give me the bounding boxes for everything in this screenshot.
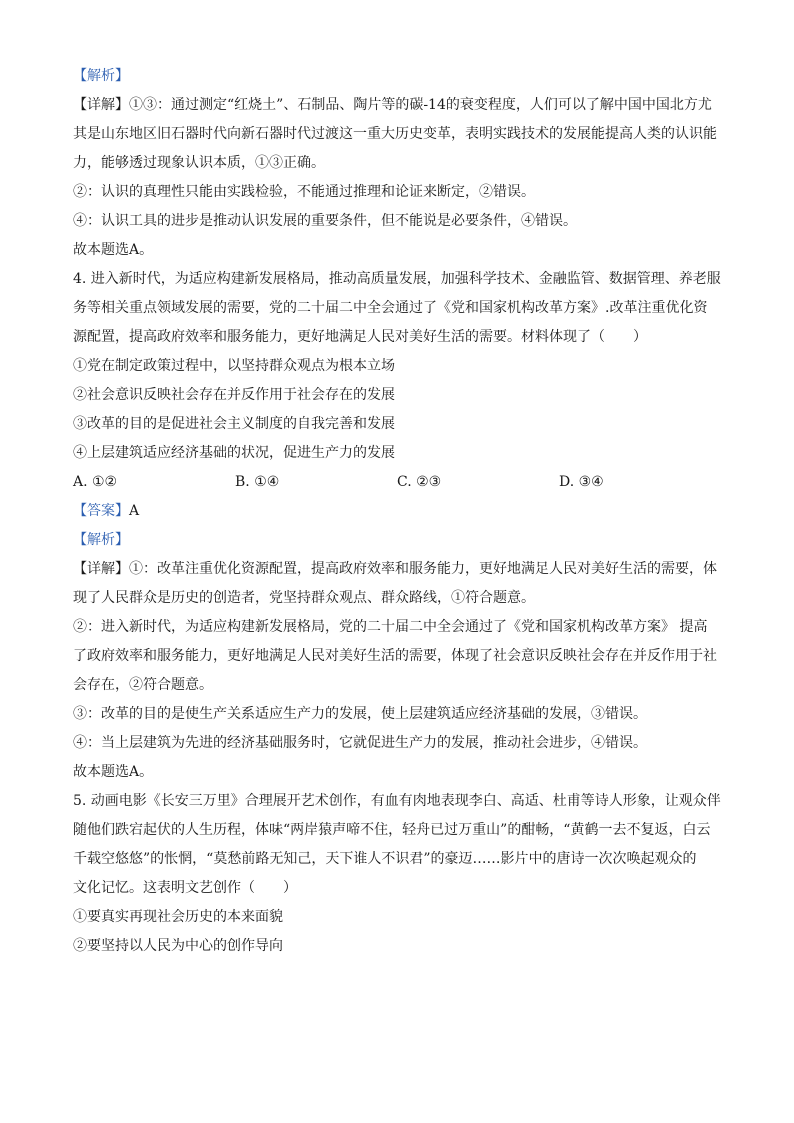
q4-option-b: B. ①④	[235, 474, 280, 490]
q4-option-a: A. ①②	[73, 474, 118, 490]
q4-statement-2: ②社会意识反映社会存在并反作用于社会存在的发展	[73, 387, 395, 403]
q5-stem-line-4: 文化记忆。这表明文艺创作（ ）	[73, 880, 297, 896]
q3-point-4: ④：认识工具的进步是推动认识发展的重要条件，但不能说是必要条件，④错误。	[73, 213, 577, 229]
q4-p1-line-1: 【详解】①：改革注重优化资源配置，提高政府效率和服务能力，更好地满足人民对美好生活的需要，体	[73, 561, 717, 577]
q4-p2-line-3: 会存在，②符合题意。	[73, 677, 213, 693]
q5-statement-1: ①要真实再现社会历史的本来面貌	[73, 909, 283, 925]
q3-analysis-tag: 【解析】	[73, 68, 129, 84]
q3-detail-line-1: 【详解】①③：通过测定“红烧土”、石制品、陶片等的碳-14的衰变程度，人们可以了解中国中国北方尤	[73, 97, 712, 113]
q4-p2-line-2: 了政府效率和服务能力，更好地满足人民对美好生活的需要，体现了社会意识反映社会存在并反作用于社	[73, 648, 717, 664]
q4-option-c: C. ②③	[397, 474, 442, 490]
q4-stem-line-2: 务等相关重点领域发展的需要，党的二十届二中全会通过了《党和国家机构改革方案》.改革注重优化资	[73, 300, 708, 316]
q4-option-d: D. ③④	[559, 474, 604, 490]
q4-answer	[73, 497, 723, 526]
q3-point-2: ②：认识的真理性只能由实践检验，不能通过推理和论证来断定，②错误。	[73, 184, 535, 200]
q4-stem-line-3: 源配置，提高政府效率和服务能力，更好地满足人民对美好生活的需要。材料体现了（ ）	[73, 329, 647, 345]
q4-p4: ④：当上层建筑为先进的经济基础服务时，它就促进生产力的发展，推动社会进步，④错误。	[73, 735, 647, 751]
q4-p3: ③：改革的目的是使生产关系适应生产力的发展，使上层建筑适应经济基础的发展，③错误。	[73, 706, 647, 722]
q4-detail-tag: 【详解】	[73, 561, 129, 577]
q5-statement-2: ②要坚持以人民为中心的创作导向	[73, 938, 283, 954]
q4-answer-tag: 【答案】	[73, 503, 129, 519]
q5-stem-line-2: 随他们跌宕起伏的人生历程，体味“两岸猿声啼不住，轻舟已过万重山”的酣畅，“黄鹤一去不复返，白云	[73, 822, 711, 838]
q4-p1-line-2: 现了人民群众是历史的创造者，党坚持群众观点、群众路线，①符合题意。	[73, 590, 535, 606]
q4-conclusion: 故本题选A。	[73, 764, 154, 780]
q4-options	[73, 468, 723, 497]
q4-statement-4: ④上层建筑适应经济基础的状况，促进生产力的发展	[73, 445, 395, 461]
q3-detail-line-2: 其是山东地区旧石器时代向新石器时代过渡这一重大历史变革，表明实践技术的发展能提高人类的认识能	[73, 126, 717, 142]
document-page	[73, 62, 723, 961]
q4-statement-3: ③改革的目的是促进社会主义制度的自我完善和发展	[73, 416, 395, 432]
q5-stem-line-3: 千载空悠悠”的怅惘，“莫愁前路无知己，天下谁人不识君”的豪迈……影片中的唐诗一次次唤起观众的	[73, 851, 697, 867]
q4-p2-line-1: ②：进入新时代，为适应构建新发展格局，党的二十届二中全会通过了《党和国家机构改革方案》 提高	[73, 619, 708, 635]
q3-detail-line-3: 力，能够透过现象认识本质，①③正确。	[73, 155, 325, 171]
q4-answer-value: A	[129, 503, 140, 519]
q3-conclusion: 故本题选A。	[73, 242, 154, 258]
q4-stem-line-1: 4. 进入新时代，为适应构建新发展格局，推动高质量发展，加强科学技术、金融监管、数据管理、养老服	[73, 271, 721, 287]
q5-stem-line-1: 5. 动画电影《长安三万里》合理展开艺术创作，有血有肉地表现李白、高适、杜甫等诗人形象，让观众伴	[73, 793, 721, 809]
q4-statement-1: ①党在制定政策过程中，以坚持群众观点为根本立场	[73, 358, 395, 374]
q3-detail-tag: 【详解】	[73, 97, 129, 113]
q4-analysis-tag: 【解析】	[73, 532, 129, 548]
